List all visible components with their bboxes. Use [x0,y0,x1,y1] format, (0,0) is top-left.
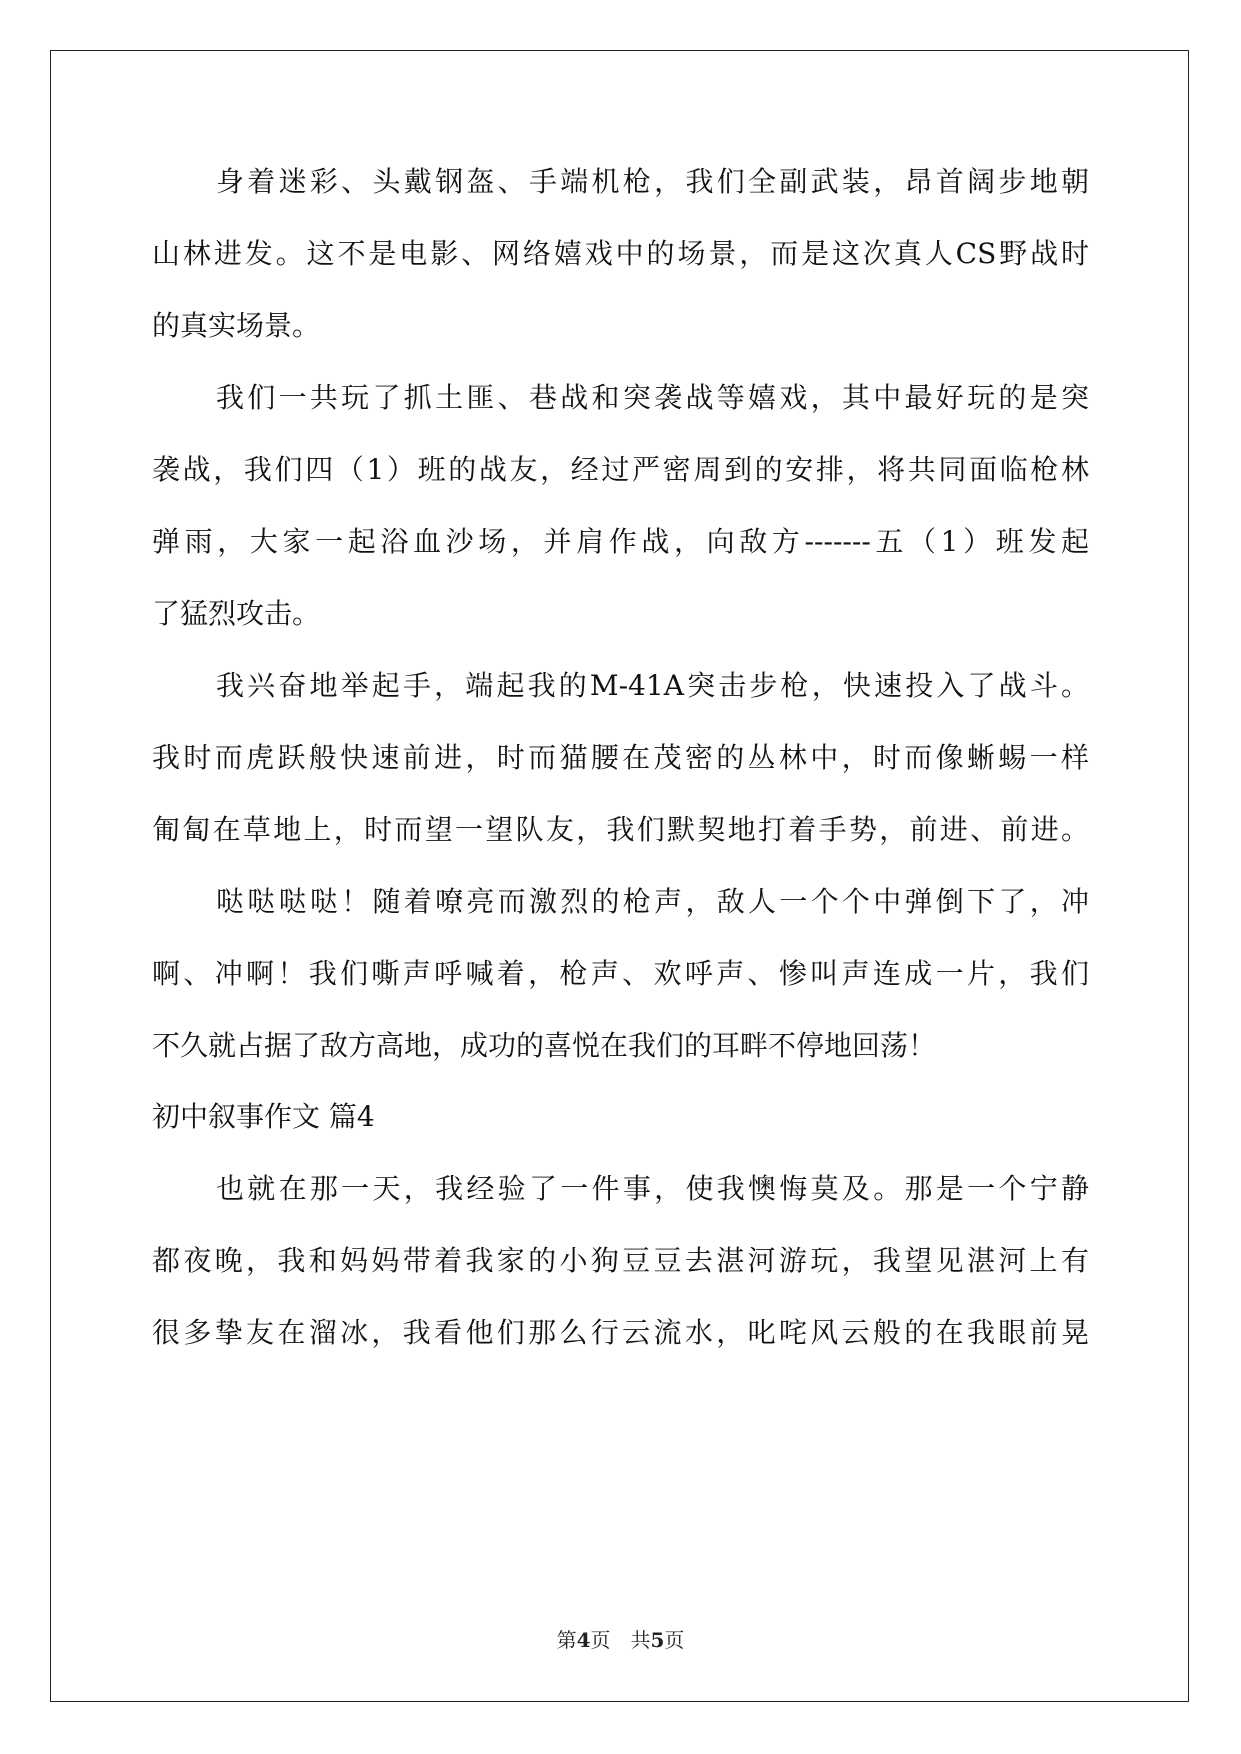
paragraph-4-line-3: 不久就占据了敌方高地，成功的喜悦在我们的耳畔不停地回荡！ [152,1029,937,1062]
paragraph-3-line-3: 匍匐在草地上，时而望一望队友，我们默契地打着手势，前进、前进。 [152,813,1089,846]
paragraph-2-line-3: 弹雨，大家一起浴血沙场，并肩作战，向敌方-------五（1）班发起 [152,525,1089,558]
page-border [50,50,1189,1702]
paragraph-4-line-1: 哒哒哒哒！随着嘹亮而激烈的枪声，敌人一个个中弹倒下了，冲 [216,885,1089,918]
paragraph-2-line-1: 我们一共玩了抓土匪、巷战和突袭战等嬉戏，其中最好玩的是突 [216,381,1089,414]
paragraph-1-line-3: 的真实场景。 [152,309,321,342]
paragraph-3-line-2: 我时而虎跃般快速前进，时而猫腰在茂密的丛林中，时而像蜥蜴一样 [152,741,1089,774]
footer-suffix: 页 [664,1628,685,1652]
paragraph-5-line-1: 也就在那一天，我经验了一件事，使我懊悔莫及。那是一个宁静 [216,1172,1089,1205]
paragraph-5-line-2: 都夜晚，我和妈妈带着我家的小狗豆豆去湛河游玩，我望见湛河上有 [152,1244,1089,1277]
paragraph-4-line-2: 啊、冲啊！我们嘶声呼喊着，枪声、欢呼声、惨叫声连成一片，我们 [152,957,1089,990]
paragraph-1-line-1: 身着迷彩、头戴钢盔、手端机枪，我们全副武装，昂首阔步地朝 [216,165,1089,198]
total-pages-number: 5 [650,1628,665,1652]
footer-prefix: 第 [556,1628,577,1652]
section-heading: 初中叙事作文 篇4 [152,1100,375,1133]
current-page-number: 4 [576,1628,591,1652]
paragraph-1-line-2: 山林进发。这不是电影、网络嬉戏中的场景，而是这次真人CS野战时 [152,237,1089,270]
paragraph-3-line-1: 我兴奋地举起手，端起我的M-41A突击步枪，快速投入了战斗。 [216,669,1089,702]
page-footer [0,1626,1241,1654]
paragraph-5-line-3: 很多挚友在溜冰，我看他们那么行云流水，叱咤风云般的在我眼前晃 [152,1316,1089,1349]
paragraph-2-line-4: 了猛烈攻击。 [152,597,321,630]
footer-middle: 页 共 [590,1628,651,1652]
paragraph-2-line-2: 袭战，我们四（1）班的战友，经过严密周到的安排，将共同面临枪林 [152,453,1089,486]
